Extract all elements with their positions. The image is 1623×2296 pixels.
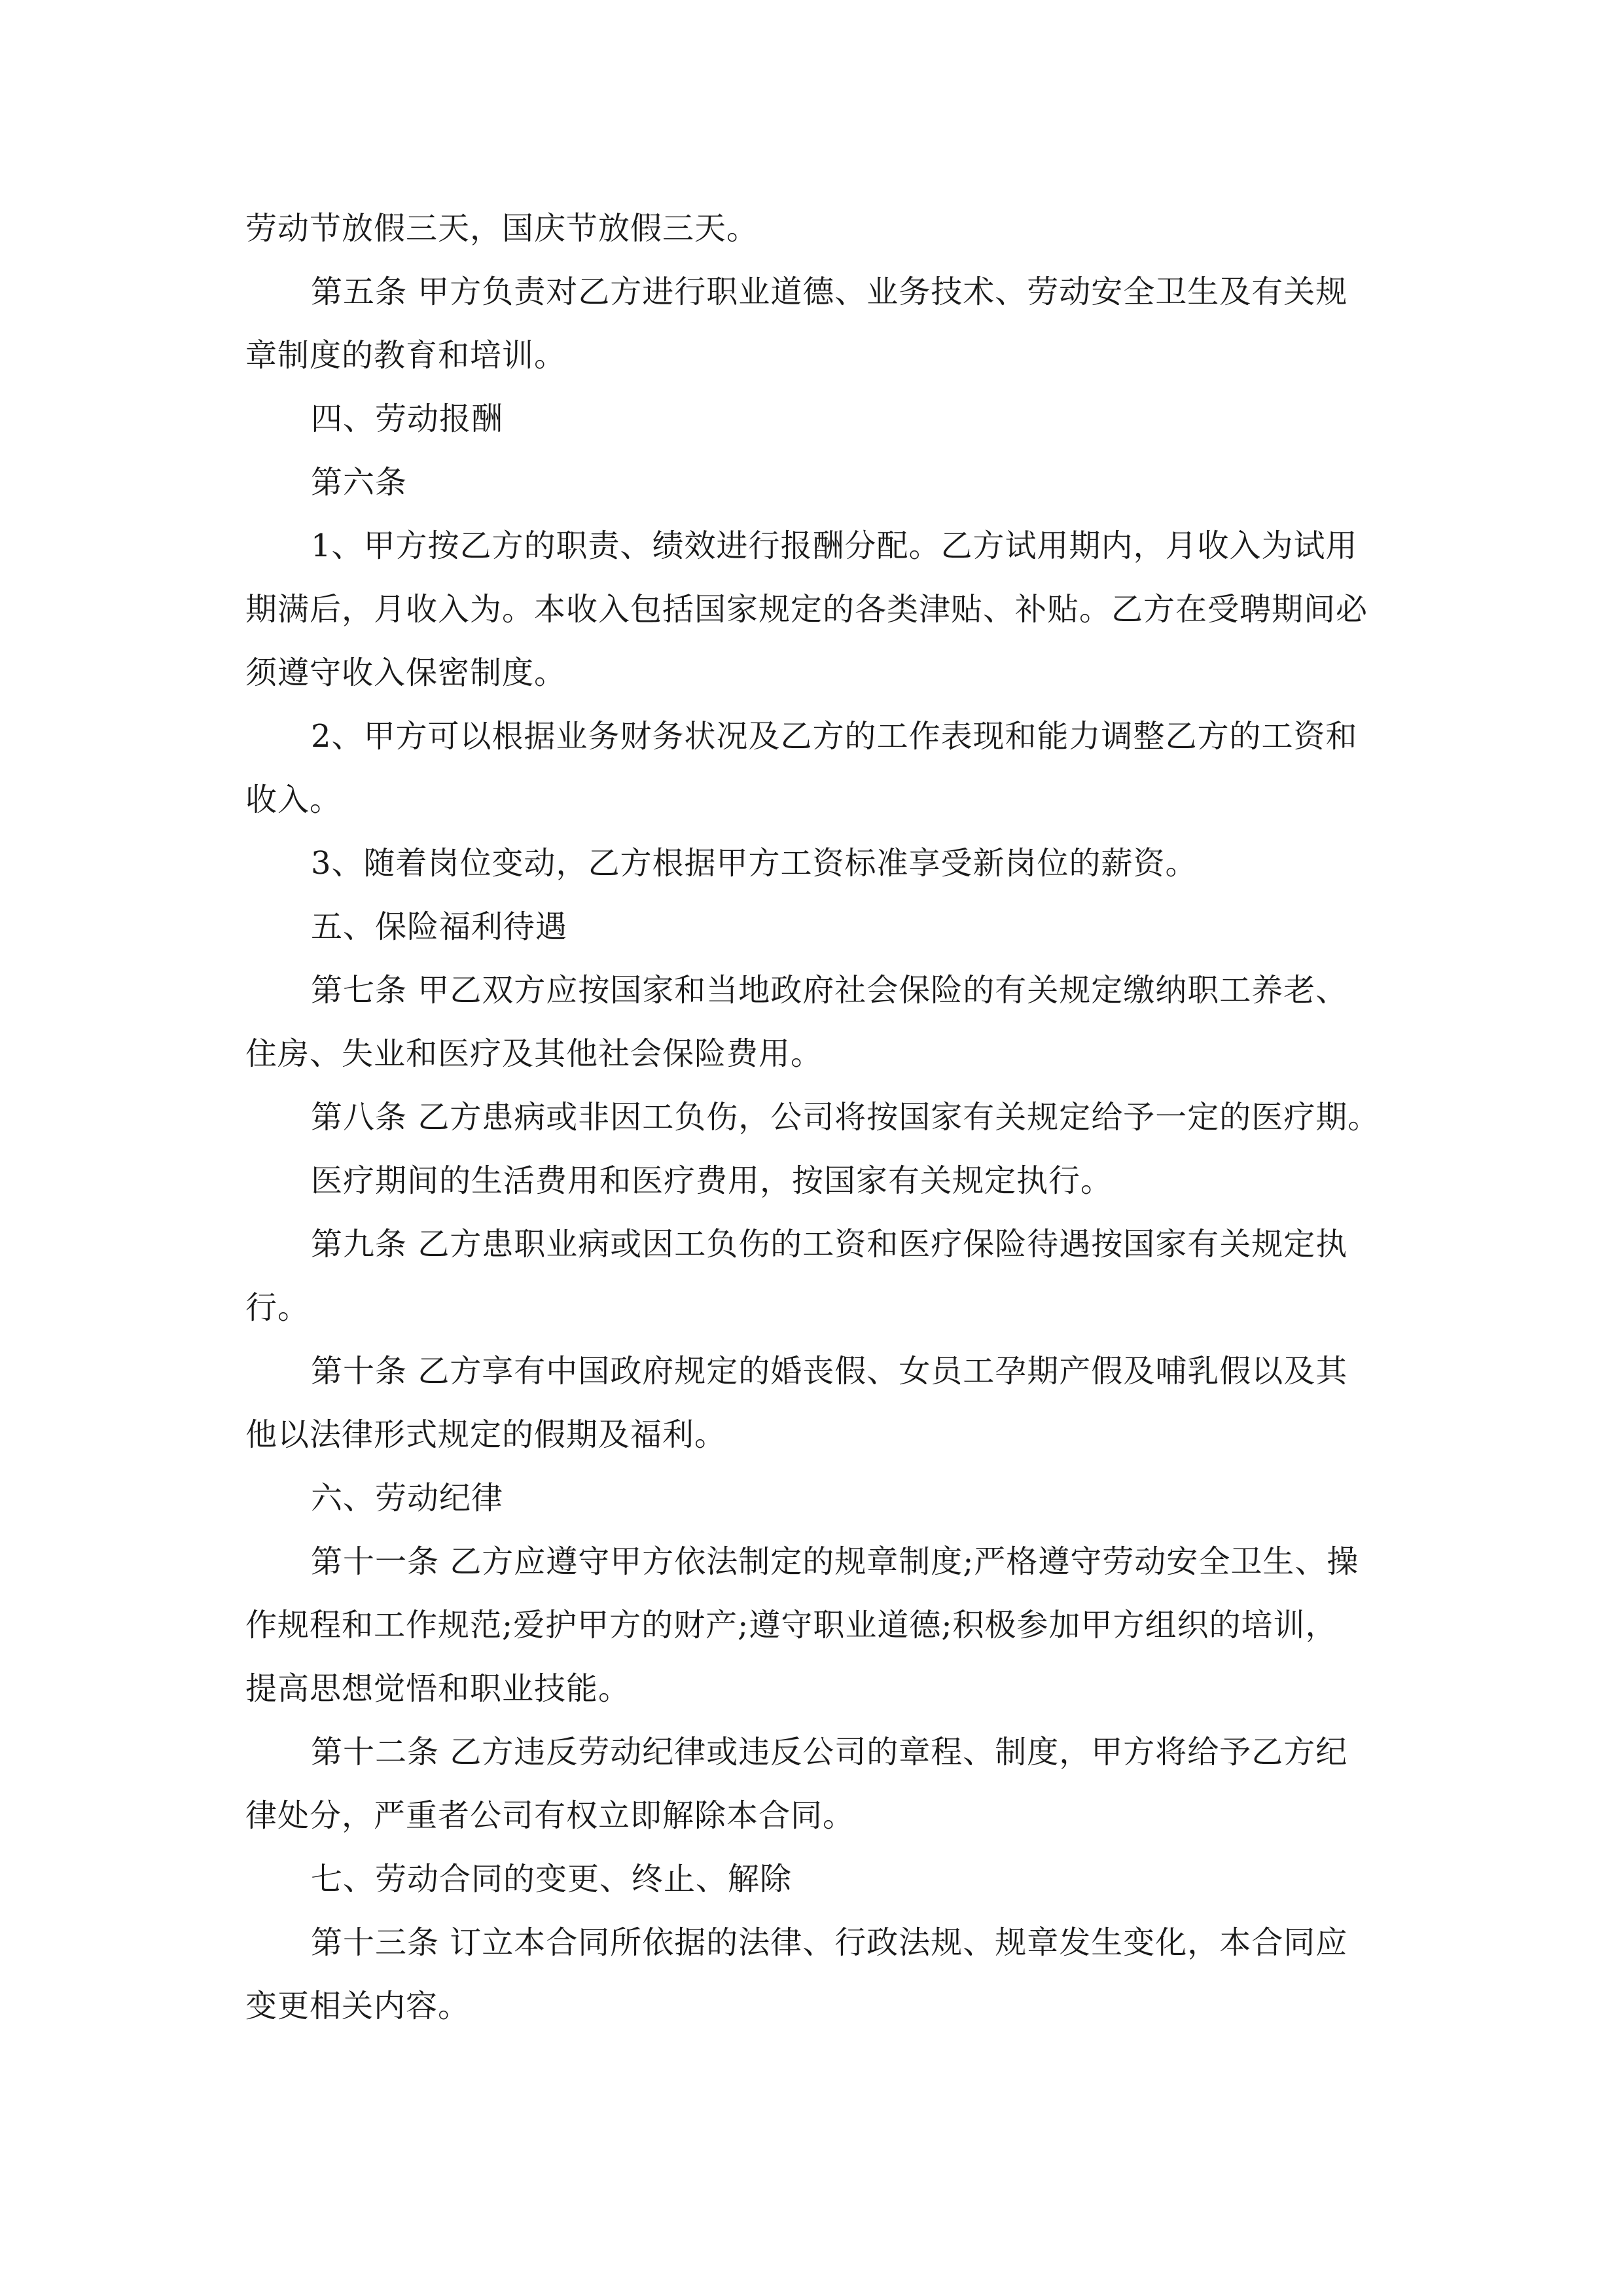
article-6-heading: 第六条 [311, 464, 408, 501]
section-4-heading: 四、劳动报酬 [311, 401, 504, 437]
article-10-line-2: 他以法律形式规定的假期及福利。 [245, 1416, 727, 1453]
article-6-item-1-line-1: 1、甲方按乙方的职责、绩效进行报酬分配。乙方试用期内，月收入为试用 [311, 528, 1358, 564]
article-5-line-2: 章制度的教育和培训。 [245, 337, 567, 374]
section-6-heading: 六、劳动纪律 [311, 1480, 504, 1516]
section-5-heading: 五、保险福利待遇 [311, 908, 568, 945]
article-7-line-1: 第七条 甲乙双方应按国家和当地政府社会保险的有关规定缴纳职工养老、 [311, 972, 1348, 1009]
article-9-line-2: 行。 [245, 1289, 310, 1326]
article-6-item-2-line-2: 收入。 [245, 781, 342, 818]
article-8-line-1: 第八条 乙方患病或非因工负伤，公司将按国家有关规定给予一定的医疗期。 [311, 1099, 1380, 1136]
article-10-line-1: 第十条 乙方享有中国政府规定的婚丧假、女员工孕期产假及哺乳假以及其 [311, 1353, 1348, 1390]
article-6-item-2-line-1: 2、甲方可以根据业务财务状况及乙方的工作表现和能力调整乙方的工资和 [311, 718, 1358, 755]
article-11-line-3: 提高思想觉悟和职业技能。 [245, 1670, 631, 1707]
article-5-line-1: 第五条 甲方负责对乙方进行职业道德、业务技术、劳动安全卫生及有关规 [311, 274, 1348, 310]
article-6-item-1-line-2: 期满后，月收入为。本收入包括国家规定的各类津贴、补贴。乙方在受聘期间必 [245, 591, 1368, 628]
article-12-line-1: 第十二条 乙方违反劳动纪律或违反公司的章程、制度，甲方将给予乙方纪 [311, 1734, 1348, 1770]
article-7-line-2: 住房、失业和医疗及其他社会保险费用。 [245, 1035, 823, 1072]
section-7-heading: 七、劳动合同的变更、终止、解除 [311, 1861, 793, 1897]
article-9-line-1: 第九条 乙方患职业病或因工负伤的工资和医疗保险待遇按国家有关规定执 [311, 1226, 1348, 1263]
article-13-line-1: 第十三条 订立本合同所依据的法律、行政法规、规章发生变化，本合同应 [311, 1924, 1348, 1961]
article-12-line-2: 律处分，严重者公司有权立即解除本合同。 [245, 1797, 855, 1834]
article-6-item-1-line-3: 须遵守收入保密制度。 [245, 655, 567, 691]
article-13-line-2: 变更相关内容。 [245, 1988, 471, 2024]
text-line: 劳动节放假三天，国庆节放假三天。 [245, 210, 759, 247]
article-11-line-2: 作规程和工作规范;爱护甲方的财产;遵守职业道德;积极参加甲方组织的培训， [245, 1607, 1338, 1643]
article-8-line-2: 医疗期间的生活费用和医疗费用，按国家有关规定执行。 [311, 1162, 1113, 1199]
article-11-line-1: 第十一条 乙方应遵守甲方依法制定的规章制度;严格遵守劳动安全卫生、操 [311, 1543, 1359, 1580]
article-6-item-3: 3、随着岗位变动，乙方根据甲方工资标准享受新岗位的薪资。 [311, 845, 1198, 882]
